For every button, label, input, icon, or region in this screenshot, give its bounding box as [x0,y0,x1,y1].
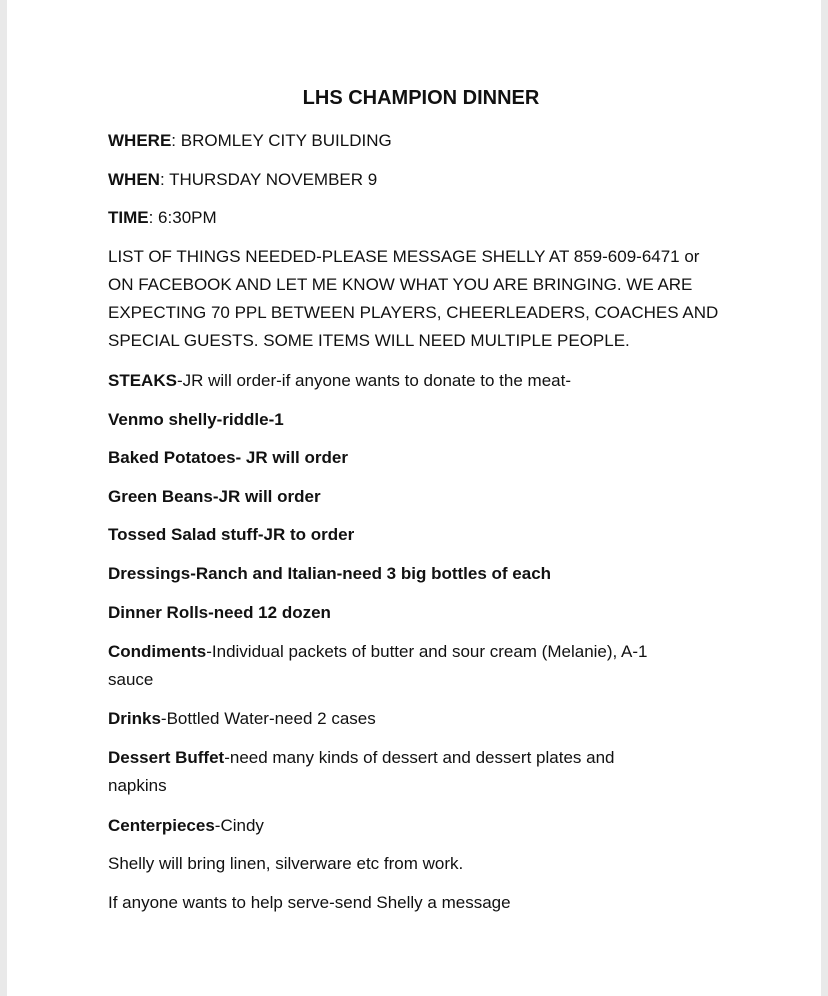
intro-line: EXPECTING 70 PPL BETWEEN PLAYERS, CHEERLEADERS, COACHES AND [108,303,719,322]
rolls-text: Dinner Rolls-need 12 dozen [108,603,331,622]
intro-paragraph [108,243,738,355]
condiments-paragraph [108,638,738,694]
dressings-line [108,563,551,585]
intro-line: LIST OF THINGS NEEDED-PLEASE MESSAGE SHELLY AT 859-609-6471 or [108,247,700,266]
centerpieces-text: -Cindy [214,816,264,835]
green-beans-text: Green Beans-JR will order [108,487,321,506]
green-beans-line [108,486,321,508]
condiments-label: Condiments [108,642,207,661]
condiments-line-2: sauce [108,670,154,689]
venmo-text: Venmo shelly-riddle-1 [108,410,284,429]
dessert-line [108,744,738,772]
dessert-text: -need many kinds of dessert and dessert plates and [224,748,615,767]
linen-note: Shelly will bring linen, silverware etc from work. [108,854,464,873]
time-value: : 6:30PM [148,208,217,227]
salad-line [108,524,354,546]
intro-line: ON FACEBOOK AND LET ME KNOW WHAT YOU ARE BRINGING. WE ARE [108,275,693,294]
potatoes-line [108,447,348,469]
when-label: WHEN [108,170,160,189]
drinks-label: Drinks [108,709,161,728]
dressings-text: Dressings-Ranch and Italian-need 3 big bottles of each [108,564,552,583]
centerpieces-line [108,815,264,837]
steaks-label: STEAKS [108,371,177,390]
potatoes-text: Baked Potatoes- JR will order [108,448,348,467]
where-label: WHERE [108,131,172,150]
venmo-line [108,409,284,431]
rolls-line [108,602,331,624]
dessert-label: Dessert Buffet [108,748,225,767]
when-value: : THURSDAY NOVEMBER 9 [159,170,378,189]
steaks-line [108,370,571,392]
serve-note: If anyone wants to help serve-send Shelly a message [108,893,511,912]
dessert-paragraph [108,744,738,800]
dessert-line-2: napkins [108,776,167,795]
when-line [108,169,377,191]
drinks-text: -Bottled Water-need 2 cases [160,709,376,728]
condiments-line [108,638,738,666]
centerpieces-label: Centerpieces [108,816,215,835]
intro-line: SPECIAL GUESTS. SOME ITEMS WILL NEED MULTIPLE PEOPLE. [108,331,630,350]
drinks-line [108,708,376,730]
steaks-text: -JR will order-if anyone wants to donate to the meat- [176,371,571,390]
where-value: : BROMLEY CITY BUILDING [171,131,392,150]
time-label: TIME [108,208,149,227]
where-line [108,130,392,152]
condiments-text: -Individual packets of butter and sour cream (Melanie), A-1 [206,642,648,661]
document-title: LHS CHAMPION DINNER [302,87,540,109]
salad-text: Tossed Salad stuff-JR to order [108,525,355,544]
time-line [108,207,217,229]
